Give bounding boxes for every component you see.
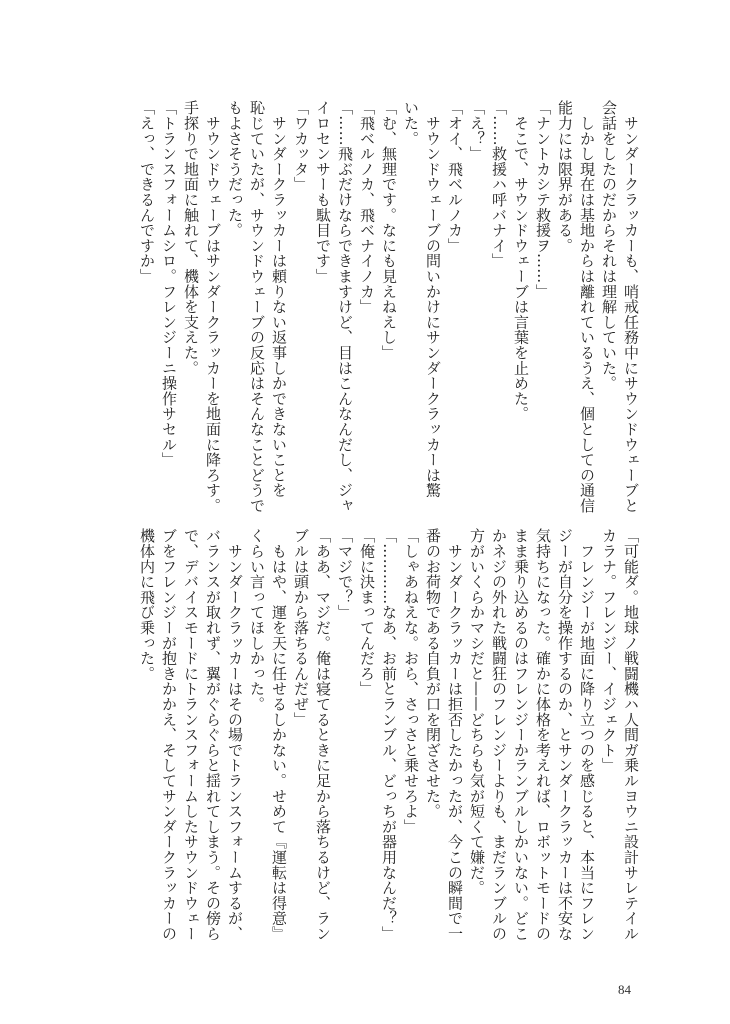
text-line: まま乗り込めるのはフレンジーかランブルしかいない。どこ bbox=[512, 528, 530, 942]
text-line: 恥じていたが、サウンドウェーブの反応はそんなことどうで bbox=[248, 100, 266, 514]
text-line: 「……救援ハ呼バナイ」 bbox=[490, 100, 508, 269]
text-line: 「え？」 bbox=[468, 100, 486, 162]
text-line: イロセンサーも駄目です」 bbox=[314, 100, 332, 284]
text-line: 「む、無理です。なにも見えねえし」 bbox=[380, 100, 398, 361]
text-line: サンダークラッカーは拒否したかったが、今この瞬間で一 bbox=[446, 528, 464, 942]
text-line: 気持ちになった。確かに体格を考えれば、ロボットモードの bbox=[534, 528, 552, 942]
text-line: 方がいくらかマシだと——どちらも気が短くて嫌だ。 bbox=[468, 528, 486, 896]
text-line: もはや、運を天に任せるしかない。せめて『運転は得意』 bbox=[270, 528, 288, 942]
text-line: サウンドウェーブの問いかけにサンダークラッカーは驚 bbox=[424, 100, 442, 498]
text-line: 「マジで？」 bbox=[336, 528, 354, 620]
text-line: くらい言ってほしかった。 bbox=[248, 528, 266, 712]
text-line: 機体内に飛び乗った。 bbox=[138, 528, 156, 681]
text-line: ジーが自分を操作するのか、とサンダークラッカーは不安な bbox=[556, 528, 574, 942]
text-line: 番のお荷物である自負が口を閉ざさせた。 bbox=[424, 528, 442, 819]
text-line: サンダークラッカーも、哨戒任務中にサウンドウェーブと bbox=[622, 100, 640, 514]
text-line: かネジの外れた戦闘狂のフレンジーよりも、まだランブルの bbox=[490, 528, 508, 942]
text-line: 「ナントカシテ救援ヲ……」 bbox=[534, 100, 552, 299]
text-line: 「えっ、できるんですか」 bbox=[138, 100, 156, 284]
page-number: 84 bbox=[618, 982, 631, 997]
bottom-text-block bbox=[136, 528, 642, 968]
text-line: で、デバイスモードにトランスフォームしたサウンドウェー bbox=[182, 528, 200, 942]
text-line: 手探りで地面に触れて、機体を支えた。 bbox=[182, 100, 200, 376]
text-line: もよさそうだった。 bbox=[226, 100, 244, 238]
text-line: サウンドウェーブはサンダークラッカーを地面に降ろす。 bbox=[204, 100, 222, 514]
text-line: 「…………なあ、お前とランブル、どっちが器用なんだ？」 bbox=[380, 528, 398, 942]
text-line: カラナ。フレンジー、イジェクト」 bbox=[600, 528, 618, 773]
text-line: 「しゃあねえな。おら、さっさと乗せろよ」 bbox=[402, 528, 420, 834]
text-line: 「ああ、マジだ。俺は寝てるときに足から落ちるけど、ラン bbox=[314, 528, 332, 942]
text-line: フレンジーが地面に降り立つのを感じると、本当にフレン bbox=[578, 528, 596, 942]
text-line: しかし現在は基地からは離れているうえ、個としての通信 bbox=[578, 100, 596, 514]
text-line: 会話をしたのだからそれは理解していた。 bbox=[600, 100, 618, 391]
text-line: 「オイ、飛ベルノカ」 bbox=[446, 100, 464, 253]
text-line: 能力には限界がある。 bbox=[556, 100, 574, 253]
text-line: 「飛ベルノカ、飛ベナイノカ」 bbox=[358, 100, 376, 315]
text-line: 「……飛ぶだけならできますけど、目はこんなんだし、ジャ bbox=[336, 100, 354, 514]
text-line: ブをフレンジーが抱きかかえ、そしてサンダークラッカーの bbox=[160, 528, 178, 942]
text-line: 「可能ダ。地球ノ戦闘機ハ人間ガ乗ルヨウニ設計サレテイル bbox=[622, 528, 640, 942]
text-line: サンダークラッカーは頼りない返事しかできないことを bbox=[270, 100, 288, 498]
text-line: いた。 bbox=[402, 100, 420, 146]
text-line: バランスが取れず、翼がぐらぐらと揺れてしまう。その傍ら bbox=[204, 528, 222, 942]
text-line: 「俺に決まってんだろ」 bbox=[358, 528, 376, 697]
top-text-block bbox=[136, 100, 642, 514]
text-line: 「トランスフォームシロ。フレンジーニ操作サセル」 bbox=[160, 100, 178, 468]
text-line: ブルは頭から落ちるんだぜ」 bbox=[292, 528, 310, 727]
text-line: そこで、サウンドウェーブは言葉を止めた。 bbox=[512, 100, 530, 422]
text-line: サンダークラッカーはその場でトランスフォームするが、 bbox=[226, 528, 244, 942]
text-line: 「ワカッタ」 bbox=[292, 100, 310, 192]
